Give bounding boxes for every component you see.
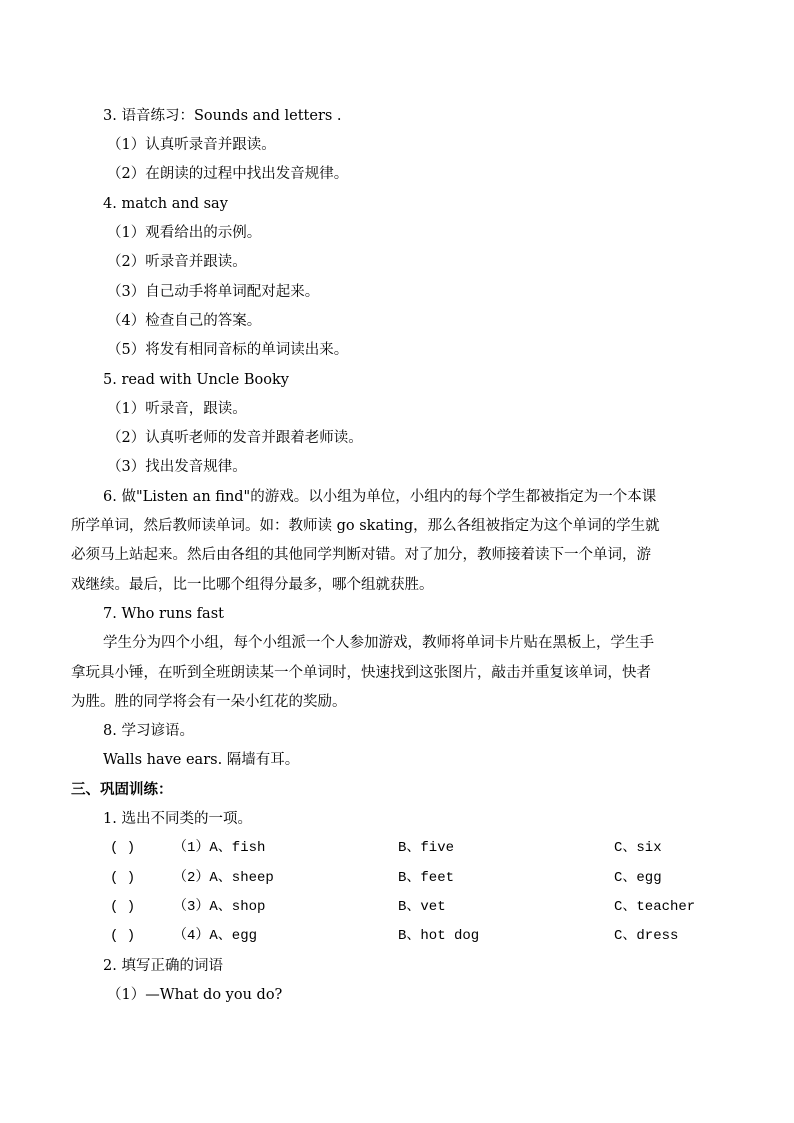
answer-bracket[interactable]: ( ): [110, 840, 136, 856]
answer-bracket[interactable]: ( ): [110, 928, 136, 944]
item-4-step-2: （2）听录音并跟读。: [107, 254, 247, 270]
item-4-step-5: （5）将发有相同音标的单词读出来。: [107, 342, 349, 358]
option-c: C、egg: [614, 870, 662, 886]
item-7-line-1: 学生分为四个小组，每个小组派一个人参加游戏，教师将单词卡片贴在黑板上，学生手: [103, 635, 654, 651]
item-3-step-1: （1）认真听录音并跟读。: [107, 137, 276, 153]
item-7-heading: 7. Who runs fast: [103, 606, 224, 622]
option-a: （2）A、sheep: [173, 870, 274, 886]
item-5-step-3: （3）找出发音规律。: [107, 459, 247, 475]
section-heading-consolidation: 三、巩固训练：: [71, 782, 173, 798]
option-c: C、six: [614, 840, 662, 856]
exercise-2-heading: 2. 填写正确的词语: [103, 958, 223, 974]
option-a: （1）A、fish: [173, 840, 266, 856]
item-6-line-2: 所学单词，然后教师读单词。如：教师读 go skating，那么各组被指定为这个单词的学生就: [71, 518, 660, 534]
option-c: C、teacher: [614, 899, 696, 915]
answer-bracket[interactable]: ( ): [110, 899, 136, 915]
item-5-heading: 5. read with Uncle Booky: [103, 372, 289, 388]
item-6-line-1: 6. 做"Listen an find"的游戏。以小组为单位，小组内的每个学生都被指定为一个本课: [103, 489, 657, 505]
exercise-1-heading: 1. 选出不同类的一项。: [103, 811, 252, 827]
option-a: （3）A、shop: [173, 899, 266, 915]
option-b: B、five: [398, 840, 455, 856]
exercise-2-question-1: （1）—What do you do?: [107, 987, 283, 1003]
option-b: B、feet: [398, 870, 455, 886]
item-5-step-2: （2）认真听老师的发音并跟着老师读。: [107, 430, 363, 446]
answer-bracket[interactable]: ( ): [110, 870, 136, 886]
option-c: C、dress: [614, 928, 679, 944]
proverb-line: Walls have ears. 隔墙有耳。: [103, 752, 300, 768]
item-7-line-3: 为胜。胜的同学将会有一朵小红花的奖励。: [71, 694, 347, 710]
item-4-step-1: （1）观看给出的示例。: [107, 225, 262, 241]
item-7-line-2: 拿玩具小锤，在听到全班朗读某一个单词时，快速找到这张图片，敲击并重复该单词，快者: [71, 665, 651, 681]
item-3-step-2: （2）在朗读的过程中找出发音规律。: [107, 166, 349, 182]
option-b: B、vet: [398, 899, 446, 915]
item-8-heading: 8. 学习谚语。: [103, 723, 194, 739]
item-6-line-3: 必须马上站起来。然后由各组的其他同学判断对错。对了加分，教师接着读下一个单词，游: [71, 547, 651, 563]
item-4-step-3: （3）自己动手将单词配对起来。: [107, 284, 320, 300]
option-a: （4）A、egg: [173, 928, 258, 944]
item-4-step-4: （4）检查自己的答案。: [107, 313, 262, 329]
item-4-heading: 4. match and say: [103, 196, 228, 212]
item-5-step-1: （1）听录音，跟读。: [107, 401, 247, 417]
option-b: B、hot dog: [398, 928, 480, 944]
item-6-line-4: 戏继续。最后，比一比哪个组得分最多，哪个组就获胜。: [71, 577, 434, 593]
item-3-heading: 3. 语音练习：Sounds and letters .: [103, 108, 342, 124]
